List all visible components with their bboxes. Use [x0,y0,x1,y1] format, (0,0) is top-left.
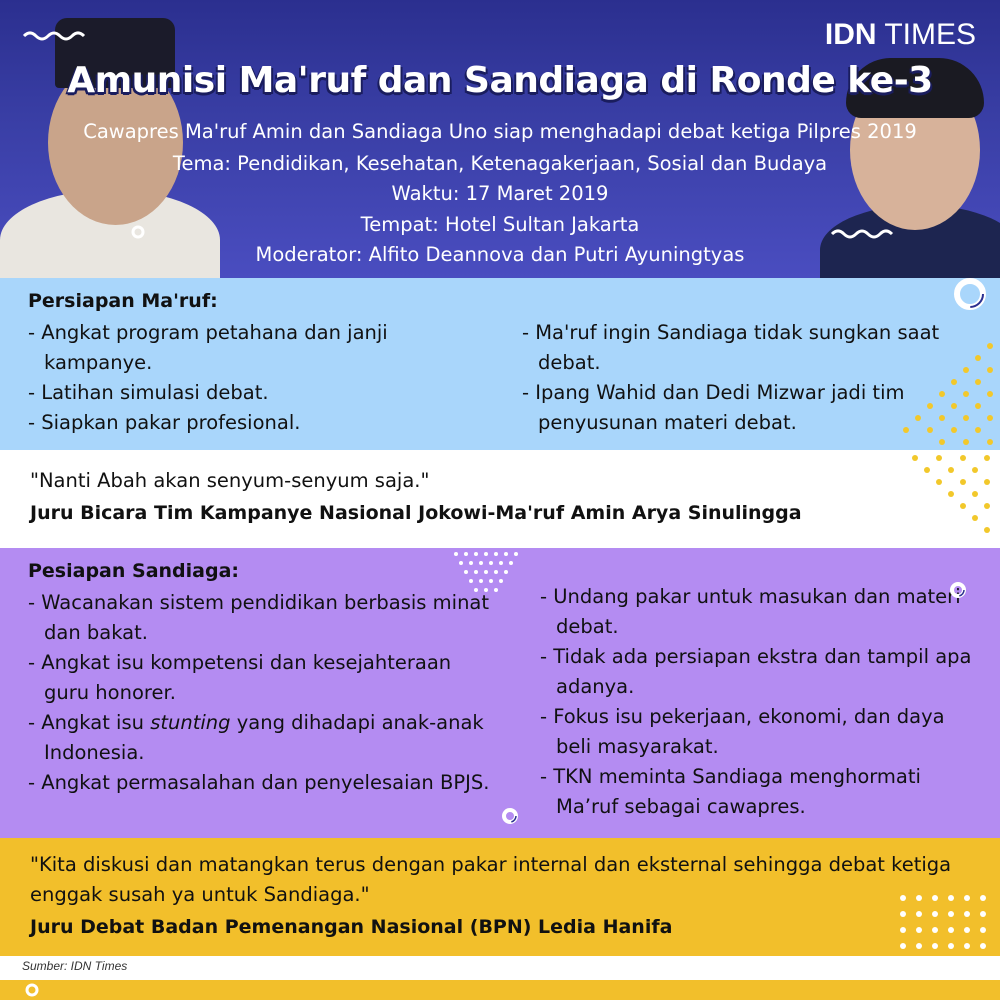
list-item: - Ipang Wahid dan Dedi Mizwar jadi tim penyusunan materi debat. [522,381,905,434]
list-item: - Angkat isu kompetensi dan kesejahteraan guru honorer. [28,651,452,704]
quote-bpn [0,838,1000,956]
list-item: - Undang pakar untuk masukan dan materi debat. [540,585,961,638]
maruf-preparation-section [0,278,1000,450]
list-item: - Latihan simulasi debat. [28,381,269,404]
footer [0,956,1000,980]
dot-pattern-icon [895,890,1000,956]
debate-place: Tempat: Hotel Sultan Jakarta [360,213,640,236]
debate-theme: Tema: Pendidikan, Kesehatan, Ketenagakerjaan, Sosial dan Budaya [172,152,828,175]
ring-decoration-icon [948,580,968,600]
ring-decoration-icon [950,278,990,314]
quote-attribution: Juru Debat Badan Pemenangan Nasional (BPN) Ledia Hanifa [30,916,673,938]
list-item: - Angkat isu stunting yang dihadapi anak-anak Indonesia. [28,711,484,764]
list-item: - Fokus isu pekerjaan, ekonomi, dan daya beli masyarakat. [540,705,945,758]
idn-times-logo: IDN TIMES [824,18,976,51]
sandiaga-left-list [28,588,498,798]
list-item: - Angkat program petahana dan janji kampanye. [28,321,388,374]
page-title: Amunisi Ma'ruf dan Sandiaga di Ronde ke-3 [67,60,933,101]
maruf-left-list [28,318,398,438]
stunting-term: stunting [150,711,231,734]
wave-decoration-icon [22,28,86,42]
debate-moderator: Moderator: Alfito Deannova dan Putri Ayuningtyas [255,243,745,266]
list-item: - TKN meminta Sandiaga menghormati Ma’ruf sebagai cawapres. [540,765,921,818]
ring-decoration-icon [500,806,520,826]
subtitle: Cawapres Ma'ruf Amin dan Sandiaga Uno siap menghadapi debat ketiga Pilpres 2019 [83,120,917,143]
list-item: - Siapkan pakar profesional. [28,411,301,434]
sandiaga-heading: Pesiapan Sandiaga: [28,560,240,582]
maruf-right-list [522,318,942,438]
quote-attribution: Juru Bicara Tim Kampanye Nasional Jokowi-Ma'ruf Amin Arya Sinulingga [30,502,802,524]
quote-text: "Kita diskusi dan matangkan terus dengan pakar internal dan eksternal sehingga debat ketiga enggak susah ya untuk Sandiaga." [30,853,952,906]
quote-text: "Nanti Abah akan senyum-senyum saja." [30,469,430,492]
list-item: - Tidak ada persiapan ekstra dan tampil apa adanya. [540,645,972,698]
maruf-heading: Persiapan Ma'ruf: [28,290,218,312]
sandiaga-preparation-section [0,548,1000,838]
quote-jokowi-campaign [0,450,1000,548]
sandiaga-right-list [540,582,985,822]
debate-time: Waktu: 17 Maret 2019 [391,182,609,205]
ring-decoration-icon [24,982,40,998]
list-item: - Ma'ruf ingin Sandiaga tidak sungkan saat debat. [522,321,940,374]
header-banner [0,0,1000,278]
footer-bar [0,980,1000,1000]
list-item: - Angkat permasalahan dan penyelesaian BPJS. [28,771,490,794]
dot-pattern-icon [890,338,1000,450]
list-item: - Wacanakan sistem pendidikan berbasis minat dan bakat. [28,591,490,644]
source-credit: Sumber: IDN Times [22,959,128,973]
dot-pattern-icon [905,450,1000,548]
